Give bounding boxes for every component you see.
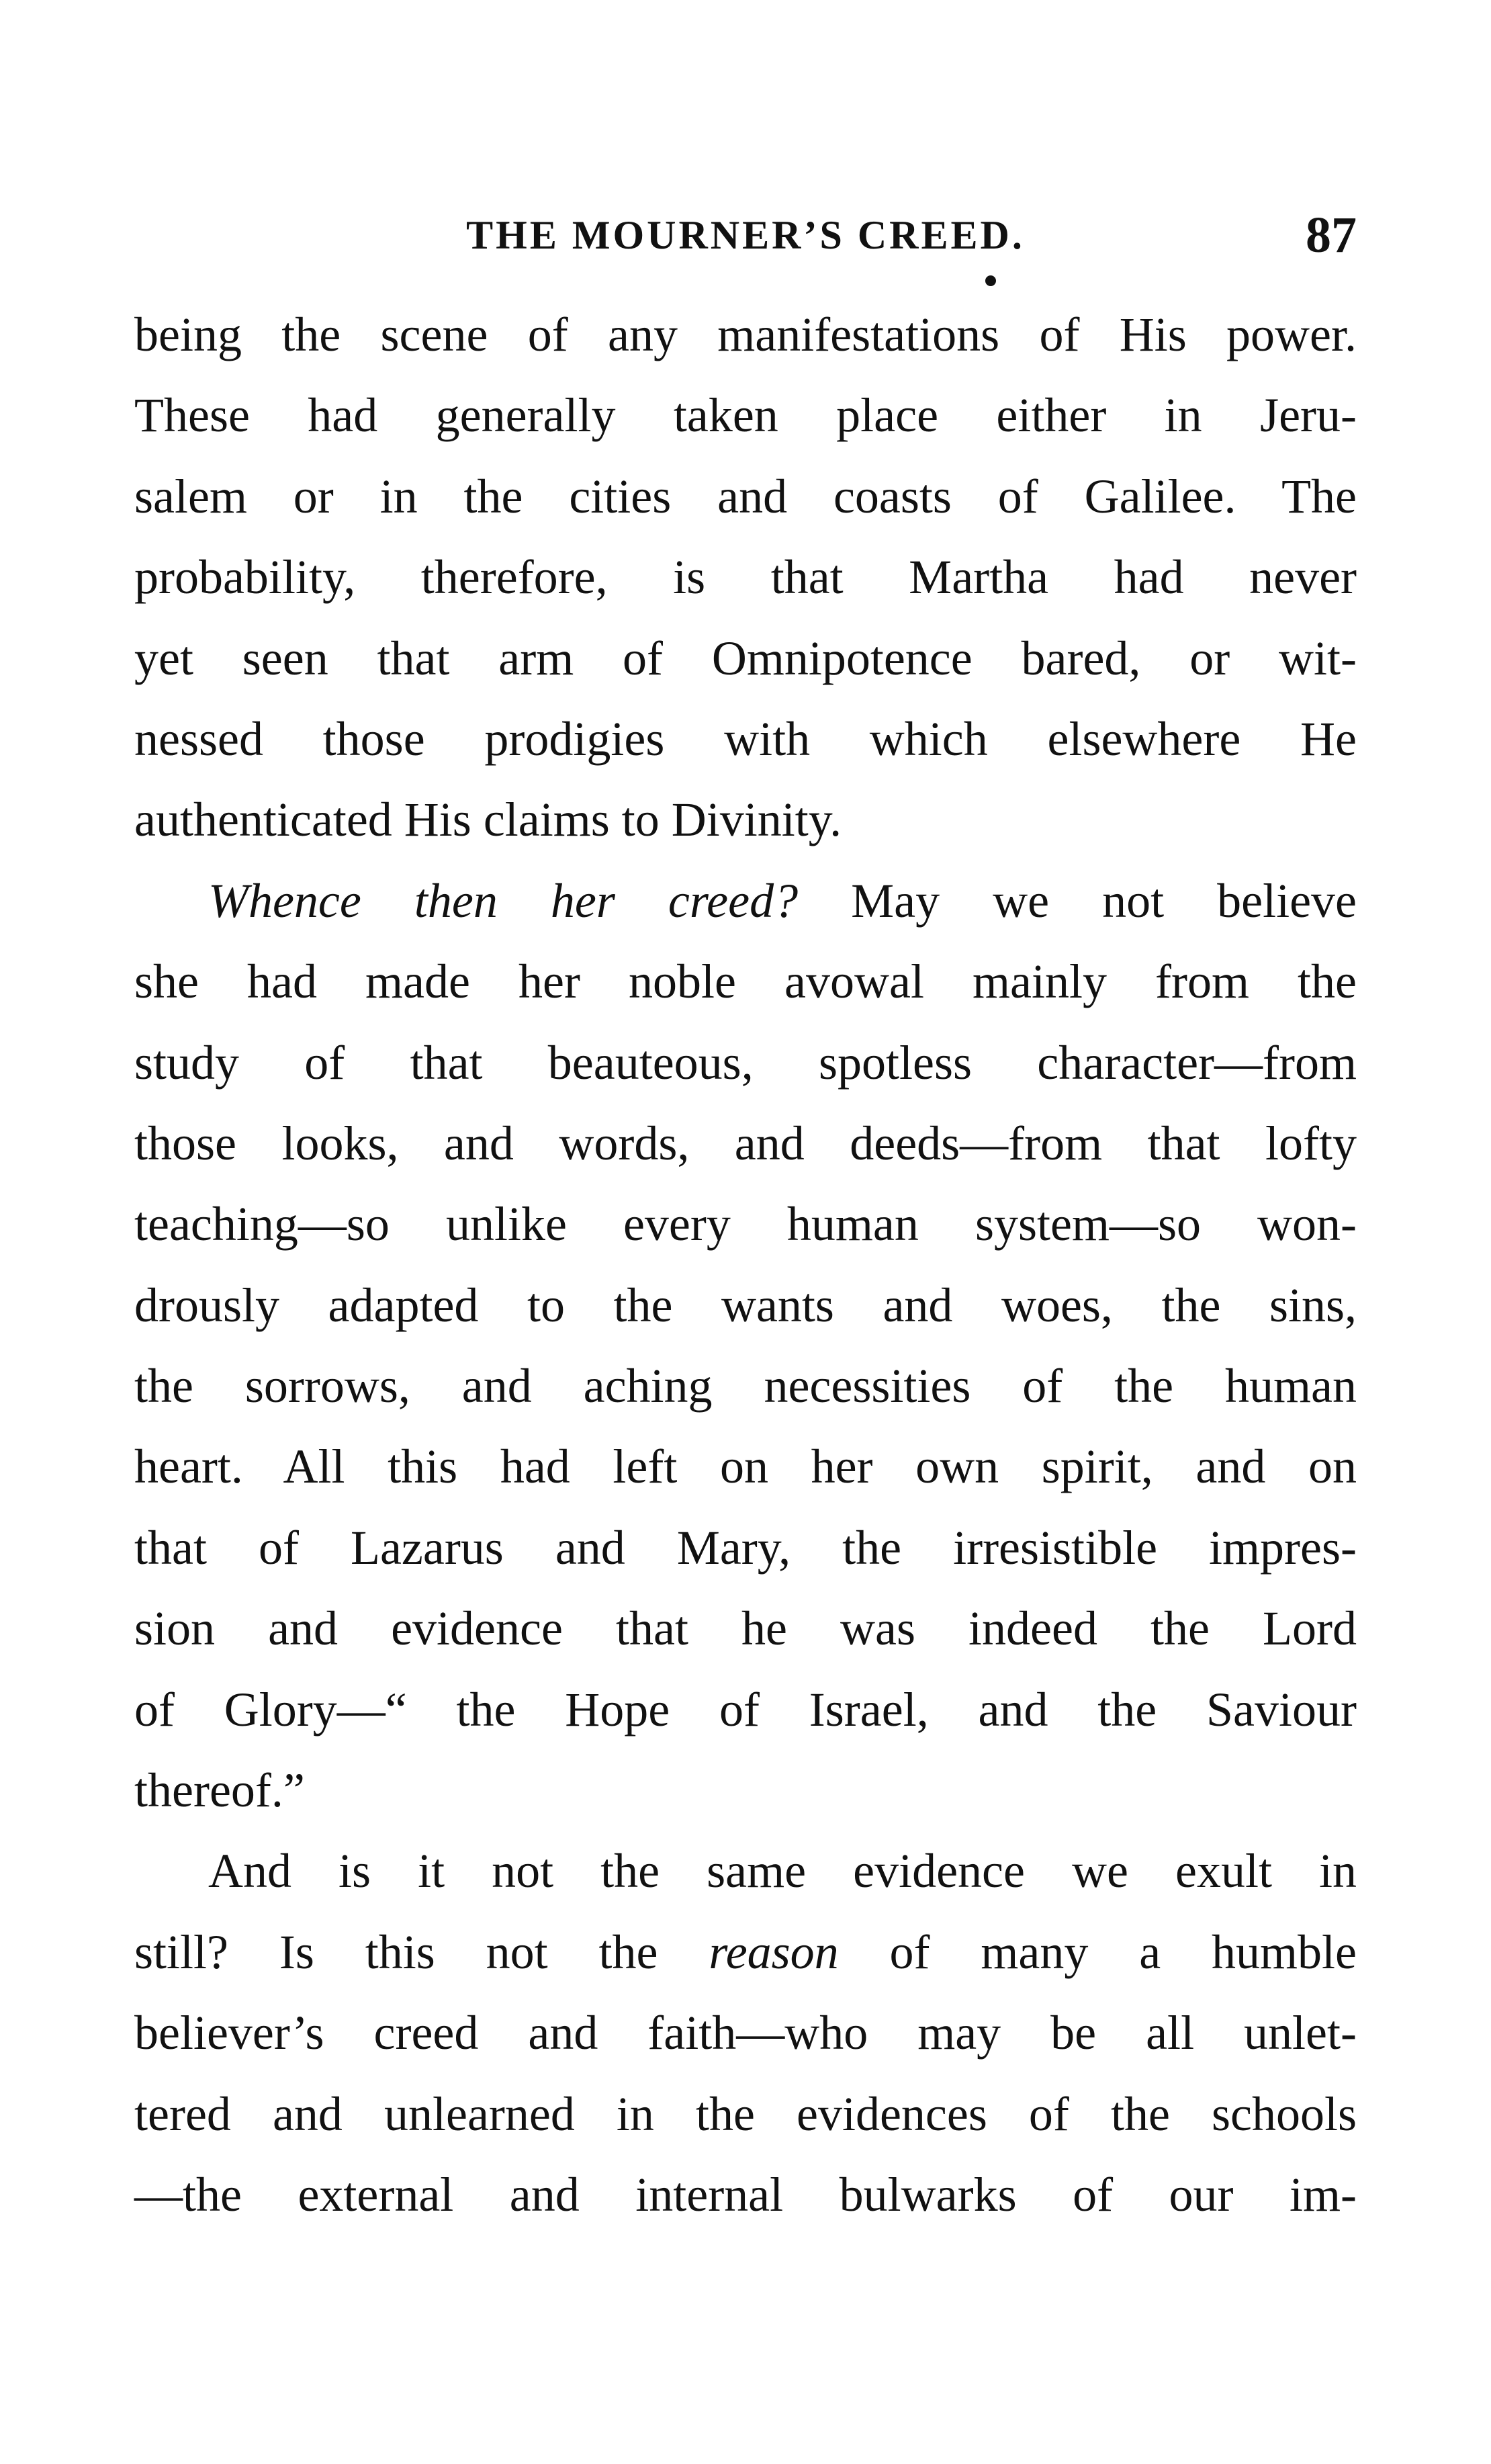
italic-word: reason (709, 1925, 839, 1979)
running-title: THE MOURNER’S CREED. (466, 213, 1025, 257)
running-head (134, 202, 1357, 269)
text-line: study of that beauteous, spotless character—from (134, 1035, 1357, 1090)
text-line: heart. All this had left on her own spirit, and on (134, 1440, 1357, 1494)
text-line: yet seen that arm of Omnipotence bared, or wit- (134, 631, 1357, 685)
text-line (134, 1912, 1357, 1992)
text-line: of Glory—“ the Hope of Israel, and the Saviour (134, 1682, 1357, 1736)
text-line: believer’s creed and faith—who may be all unlet- (134, 2006, 1357, 2060)
text-line (134, 861, 1357, 941)
text-line: being the scene of any manifestations of His power. (134, 308, 1357, 361)
text-line: drously adapted to the wants and woes, the sins, (134, 1278, 1357, 1332)
text-line: salem or in the cities and coasts of Galilee. The (134, 469, 1357, 523)
text-fragment: of many a humble (838, 1925, 1357, 1979)
text-line: tered and unlearned in the evidences of the schools (134, 2086, 1357, 2141)
text-line: And is it not the same evidence we exult in (208, 1844, 1357, 1898)
text-line: nessed those prodigies with which elsewhere He (134, 711, 1357, 766)
text-line: those looks, and words, and deeds—from that lofty (134, 1116, 1357, 1170)
text-line: probability, therefore, is that Martha had never (134, 550, 1357, 605)
page-number: 87 (1306, 207, 1357, 263)
text-line: she had made her noble avowal mainly from the (134, 955, 1357, 1009)
text-line: These had generally taken place either in Jeru- (134, 388, 1357, 443)
ink-dot (985, 275, 996, 286)
text-line: authenticated His claims to Divinity. (134, 793, 842, 847)
text-line: sion and evidence that he was indeed the Lord (134, 1601, 1357, 1656)
paragraph-1 (134, 294, 1357, 861)
paragraph-2 (134, 861, 1357, 1831)
italic-phrase: Whence then her creed? (208, 873, 799, 928)
paragraph-3 (134, 1831, 1357, 2235)
text-line: —the external and internal bulwarks of our im- (134, 2167, 1357, 2221)
text-line: thereof.” (134, 1763, 305, 1818)
text-line: teaching—so unlike every human system—so won- (134, 1197, 1357, 1251)
text-line: the sorrows, and aching necessities of the human (134, 1359, 1357, 1413)
text-line: that of Lazarus and Mary, the irresistible impres- (134, 1520, 1357, 1575)
body-text (134, 294, 1357, 2235)
text-fragment: May we not believe (798, 873, 1357, 928)
text-fragment: still? Is this not the (134, 1925, 709, 1979)
